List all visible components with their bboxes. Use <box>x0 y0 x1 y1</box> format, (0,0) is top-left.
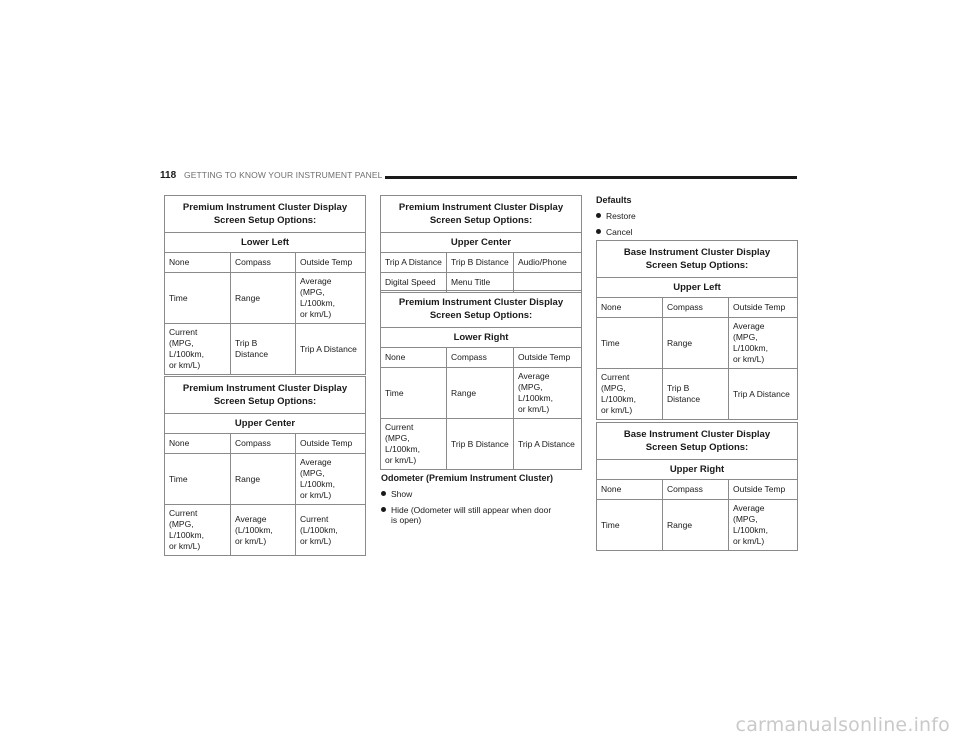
header-rule <box>385 176 797 179</box>
table-premium-lower-right <box>380 290 582 470</box>
table-cell: Time <box>597 318 663 369</box>
table-cell: Outside Temp <box>514 348 582 368</box>
table-cell: Outside Temp <box>296 434 366 454</box>
table-cell: Average (MPG, L/100km, or km/L) <box>729 500 798 551</box>
table-cell: Trip A Distance <box>381 253 447 273</box>
table-base-upper-right <box>596 422 798 551</box>
table-row <box>381 348 582 368</box>
table-cell: Menu Title <box>447 273 514 293</box>
table-cell: None <box>597 480 663 500</box>
table-row <box>381 419 582 470</box>
table-cell: Range <box>231 454 296 505</box>
table-cell: Current (MPG, L/100km, or km/L) <box>597 369 663 420</box>
table-cell: None <box>165 253 231 273</box>
table-cell: Compass <box>447 348 514 368</box>
bullet-icon <box>596 213 601 218</box>
table-title: Premium Instrument Cluster Display Screen Setup Options: <box>165 196 366 233</box>
page-header <box>160 170 800 186</box>
table-cell: Range <box>663 318 729 369</box>
page-number: 118 <box>160 170 177 181</box>
table-row <box>165 273 366 324</box>
table-cell: None <box>381 348 447 368</box>
list-item: Cancel <box>596 227 796 237</box>
table-title: Premium Instrument Cluster Display Screen Setup Options: <box>165 377 366 414</box>
table-cell: Audio/Phone <box>514 253 582 273</box>
defaults-heading: Defaults <box>596 195 632 205</box>
table-premium-lower-left <box>164 195 366 375</box>
table-cell: Time <box>165 273 231 324</box>
table-cell: Range <box>447 368 514 419</box>
table-cell: Time <box>381 368 447 419</box>
table-cell: Trip B Distance <box>447 253 514 273</box>
bullet-icon <box>381 491 386 496</box>
table-title: Premium Instrument Cluster Display Screen Setup Options: <box>381 291 582 328</box>
table-cell: Average (MPG, L/100km, or km/L) <box>729 318 798 369</box>
table-cell: None <box>165 434 231 454</box>
table-premium-upper-center <box>164 376 366 556</box>
list-item: Restore <box>596 211 796 221</box>
table-cell: Average (L/100km, or km/L) <box>231 505 296 556</box>
table-title: Base Instrument Cluster Display Screen Setup Options: <box>597 423 798 460</box>
table-row <box>165 454 366 505</box>
table-row <box>597 318 798 369</box>
table-title: Premium Instrument Cluster Display Screen Setup Options: <box>381 196 582 233</box>
table-cell: Trip A Distance <box>729 369 798 420</box>
odometer-section <box>381 473 581 525</box>
table-cell: Current (MPG, L/100km, or km/L) <box>165 324 231 375</box>
odometer-heading: Odometer (Premium Instrument Cluster) <box>381 473 554 483</box>
table-cell: Compass <box>663 480 729 500</box>
table-row <box>597 298 798 318</box>
table-cell: Compass <box>231 434 296 454</box>
table-cell: Current (L/100km, or km/L) <box>296 505 366 556</box>
list-item: Show <box>381 489 581 499</box>
table-cell: Digital Speed <box>381 273 447 293</box>
bullet-icon <box>596 229 601 234</box>
table-cell: Trip A Distance <box>514 419 582 470</box>
defaults-section <box>596 195 796 237</box>
table-subtitle: Upper Center <box>165 414 366 434</box>
table-row <box>381 368 582 419</box>
table-base-upper-left <box>596 240 798 420</box>
table-cell: Outside Temp <box>729 480 798 500</box>
table-subtitle: Lower Right <box>381 328 582 348</box>
table-row <box>165 324 366 375</box>
table-cell: None <box>597 298 663 318</box>
table-cell: Trip B Distance <box>447 419 514 470</box>
table-row <box>597 500 798 551</box>
table-cell: Outside Temp <box>296 253 366 273</box>
table-row <box>597 480 798 500</box>
table-subtitle: Upper Right <box>597 460 798 480</box>
table-cell: Range <box>231 273 296 324</box>
table-cell: Average (MPG, L/100km, or km/L) <box>296 454 366 505</box>
table-cell: Range <box>663 500 729 551</box>
table-cell: Compass <box>663 298 729 318</box>
list-item: Hide (Odometer will still appear when door is open) <box>381 505 581 525</box>
table-cell: Time <box>165 454 231 505</box>
table-cell: Average (MPG, L/100km, or km/L) <box>296 273 366 324</box>
table-cell: Compass <box>231 253 296 273</box>
table-cell: Time <box>597 500 663 551</box>
table-cell: Current (MPG, L/100km, or km/L) <box>165 505 231 556</box>
table-cell: Current (MPG, L/100km, or km/L) <box>381 419 447 470</box>
bullet-icon <box>381 507 386 512</box>
table-cell: Trip B Distance <box>231 324 296 375</box>
watermark: carmanualsonline.info <box>735 714 950 736</box>
table-row <box>165 434 366 454</box>
table-cell: Trip A Distance <box>296 324 366 375</box>
table-subtitle: Lower Left <box>165 233 366 253</box>
table-subtitle: Upper Left <box>597 278 798 298</box>
table-row <box>165 505 366 556</box>
table-row <box>381 253 582 273</box>
table-subtitle: Upper Center <box>381 233 582 253</box>
table-cell: Average (MPG, L/100km, or km/L) <box>514 368 582 419</box>
table-title: Base Instrument Cluster Display Screen Setup Options: <box>597 241 798 278</box>
table-cell: Trip B Distance <box>663 369 729 420</box>
table-row <box>597 369 798 420</box>
section-title: GETTING TO KNOW YOUR INSTRUMENT PANEL <box>184 170 383 180</box>
table-premium-upper-center-2 <box>380 195 582 293</box>
table-cell: Outside Temp <box>729 298 798 318</box>
table-row <box>165 253 366 273</box>
